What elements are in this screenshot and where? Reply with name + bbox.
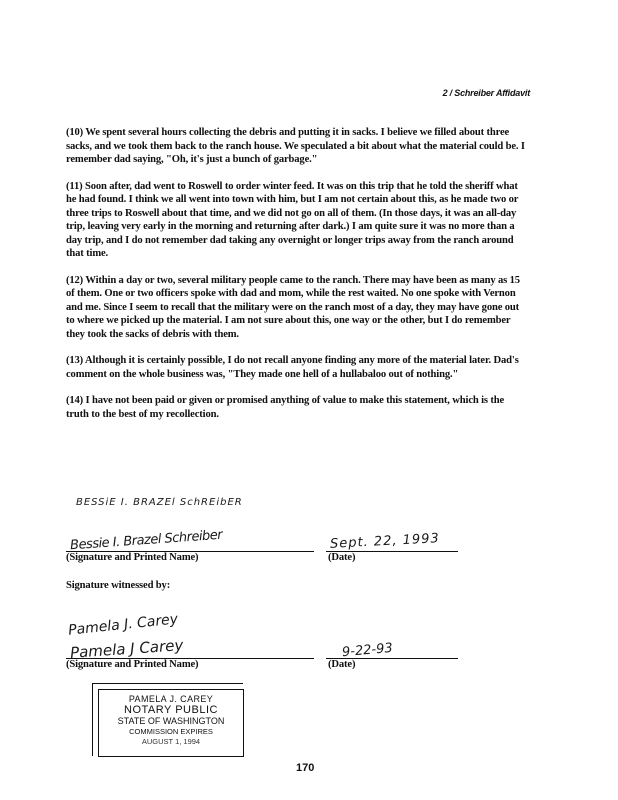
witness-signature: Pamela J Carey [69,636,184,662]
paragraph-11: (11) Soon after, dad went to Roswell to order winter feed. It was on this trip that he told the sheriff what he had found. I think we all went into town with him, but I am not certain about this, as he made two or three trips to Roswell about that time, and we did not go on all of them. (In those days, it was an all-day trip, leaving very early in the morning and returning after dark.) I am quite sure it was no more than a day trip, and I do not remember dad taking any overnight or longer trips away from the ranch around that time. [66,180,519,259]
paragraph-14: (14) I have not been paid or given or promised anything of value to make this statement, which is the truth to the best of my recollection. [66,395,505,420]
witness-signature-label: (Signature and Printed Name) [66,659,199,670]
affiant-signature: Bessie I. Brazel Schreiber [69,527,223,554]
witness-printed-name: Pamela J. Carey [67,611,179,639]
affiant-date: Sept. 22, 1993 [329,531,441,552]
notary-commission-label: COMMISSION EXPIRES [129,727,213,736]
notary-stamp [98,689,244,757]
running-header: 2 / Schreiber Affidavit [442,88,530,98]
witness-heading: Signature witnessed by: [66,580,171,591]
affiant-printed-name: BESSiE I. BRAZEl SchREibER [76,497,243,508]
affidavit-body [66,126,526,434]
witness-date: 9-22-93 [341,640,394,661]
paragraph-12: (12) Within a day or two, several military people came to the ranch. There may have been as many as 15 of them. One or two officers spoke with dad and mom, while the rest waited. No one spoke with Vernon and me. Since I seem to recall that the military were on the ranch most of a day, they may have gone out to where we picked up the material. I am not sure about this, one way or the other, but I do remember they took the sacks of debris with them. [66,274,520,340]
witness-date-label: (Date) [328,659,356,670]
notary-state: STATE OF WASHINGTON [117,716,225,726]
affiant-date-label: (Date) [328,552,356,563]
notary-commission-date: AUGUST 1, 1994 [141,737,201,746]
paragraph-13: (13) Although it is certainly possible, I do not recall anyone finding any more of the material later. Dad's comment on the whole business was, "They made one hell of a hullabaloo out of nothing." [66,355,519,380]
affiant-signature-label: (Signature and Printed Name) [66,552,199,563]
paragraph-10: (10) We spent several hours collecting the debris and putting it in sacks. I believe we filled about three sacks, and we took them back to the ranch house. We speculated a bit about what the material could be. I remember dad saying, "Oh, it's just a bunch of garbage." [66,127,525,165]
notary-name: PAMELA J. CAREY [128,694,214,704]
page-number: 170 [296,762,315,774]
notary-title: NOTARY PUBLIC [124,704,218,716]
